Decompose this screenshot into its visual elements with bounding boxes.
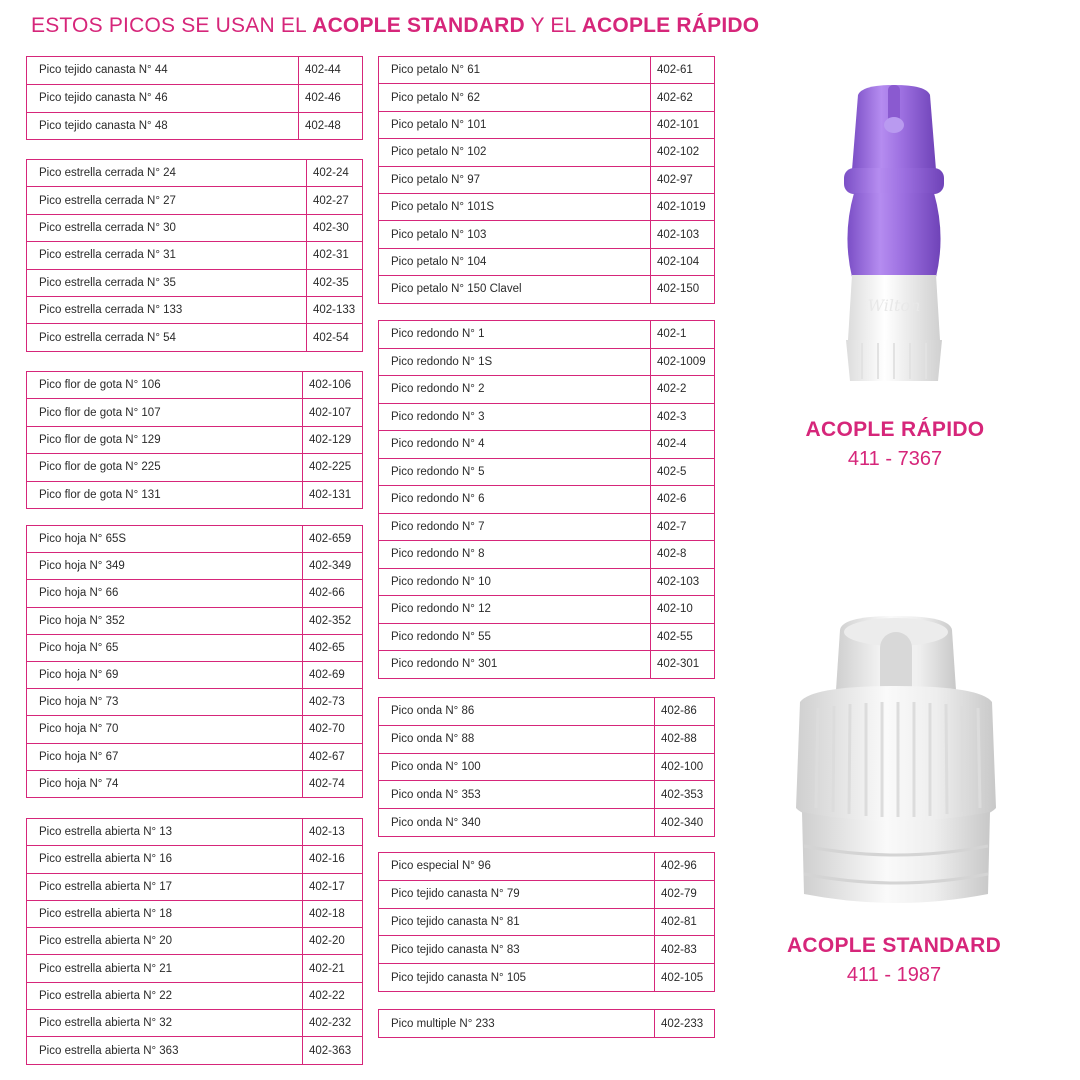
table-row (27, 634, 363, 661)
tip-code-cell: 402-17 (303, 873, 363, 900)
tip-name-cell: Pico hoja N° 65 (27, 634, 303, 661)
tip-code-cell: 402-363 (303, 1037, 363, 1064)
table-row (379, 596, 715, 624)
tip-name-cell: Pico onda N° 100 (379, 753, 655, 781)
tip-name-cell: Pico onda N° 340 (379, 809, 655, 837)
tip-code-cell: 402-4 (651, 431, 715, 459)
quick-coupler-image (832, 85, 957, 390)
table-row (379, 513, 715, 541)
tip-code-cell: 402-150 (651, 276, 715, 303)
table-row (27, 873, 363, 900)
tip-code-cell: 402-46 (299, 84, 363, 112)
tip-name-cell: Pico petalo N° 101 (379, 111, 651, 138)
tip-code-cell: 402-100 (655, 753, 715, 781)
tip-code-cell: 402-65 (303, 634, 363, 661)
tip-name-cell: Pico petalo N° 61 (379, 57, 651, 84)
table-row (379, 753, 715, 781)
table-row (27, 607, 363, 634)
tip-name-cell: Pico petalo N° 62 (379, 84, 651, 111)
tip-name-cell: Pico tejido canasta N° 105 (379, 964, 655, 992)
table-row (379, 698, 715, 726)
table-row (379, 541, 715, 569)
table-row (27, 846, 363, 873)
table-row (27, 1037, 363, 1064)
tip-code-cell: 402-10 (651, 596, 715, 624)
tip-code-cell: 402-106 (303, 372, 363, 399)
table-row (379, 111, 715, 138)
tip-code-cell: 402-349 (303, 553, 363, 580)
tip-code-cell: 402-70 (303, 716, 363, 743)
table-row (379, 166, 715, 193)
tip-code-cell: 402-103 (651, 568, 715, 596)
table-row (27, 454, 363, 481)
tip-code-cell: 402-1009 (651, 348, 715, 376)
tip-name-cell: Pico onda N° 353 (379, 781, 655, 809)
tip-code-cell: 402-7 (651, 513, 715, 541)
left-table-3 (26, 371, 363, 509)
tip-name-cell: Pico estrella abierta N° 13 (27, 819, 303, 846)
tip-name-cell: Pico petalo N° 150 Clavel (379, 276, 651, 303)
tip-name-cell: Pico flor de gota N° 129 (27, 426, 303, 453)
right-table-1 (378, 56, 715, 304)
tip-code-cell: 402-18 (303, 900, 363, 927)
tip-code-cell: 402-340 (655, 809, 715, 837)
tip-code-cell: 402-13 (303, 819, 363, 846)
table-row (379, 853, 715, 881)
tip-name-cell: Pico estrella abierta N° 17 (27, 873, 303, 900)
table-row (27, 928, 363, 955)
tip-code-cell: 402-1019 (651, 193, 715, 220)
tip-name-cell: Pico flor de gota N° 131 (27, 481, 303, 508)
table-row (27, 160, 363, 187)
tip-code-cell: 402-353 (655, 781, 715, 809)
tip-name-cell: Pico especial N° 96 (379, 853, 655, 881)
tip-name-cell: Pico multiple N° 233 (379, 1010, 655, 1038)
tip-name-cell: Pico tejido canasta N° 81 (379, 908, 655, 936)
table-row (379, 623, 715, 651)
tip-code-cell: 402-96 (655, 853, 715, 881)
tip-name-cell: Pico hoja N° 349 (27, 553, 303, 580)
tip-name-cell: Pico petalo N° 104 (379, 248, 651, 275)
table-row (27, 580, 363, 607)
table-row (379, 376, 715, 404)
page-title: ESTOS PICOS SE USAN EL ACOPLE STANDARD Y EL ACOPLE RÁPIDO (31, 14, 760, 37)
tip-name-cell: Pico redondo N° 1 (379, 321, 651, 349)
table-row (27, 819, 363, 846)
tip-code-cell: 402-55 (651, 623, 715, 651)
tip-code-cell: 402-24 (307, 160, 363, 187)
tip-code-cell: 402-81 (655, 908, 715, 936)
tip-code-cell: 402-44 (299, 57, 363, 85)
tip-name-cell: Pico flor de gota N° 225 (27, 454, 303, 481)
right-table-5 (378, 1009, 715, 1038)
tip-name-cell: Pico tejido canasta N° 79 (379, 880, 655, 908)
left-table-5 (26, 818, 363, 1065)
tip-name-cell: Pico hoja N° 66 (27, 580, 303, 607)
tip-name-cell: Pico hoja N° 352 (27, 607, 303, 634)
tip-code-cell: 402-67 (303, 743, 363, 770)
table-row (379, 458, 715, 486)
table-row (27, 481, 363, 508)
svg-text:Wilton: Wilton (867, 296, 921, 315)
tip-name-cell: Pico tejido canasta N° 46 (27, 84, 299, 112)
table-row (27, 743, 363, 770)
tip-name-cell: Pico estrella abierta N° 32 (27, 1010, 303, 1037)
table-row (379, 348, 715, 376)
table-row (27, 187, 363, 214)
tip-code-cell: 402-35 (307, 269, 363, 296)
tip-code-cell: 402-61 (651, 57, 715, 84)
tip-name-cell: Pico petalo N° 97 (379, 166, 651, 193)
right-table-3 (378, 697, 715, 837)
tip-code-cell: 402-233 (655, 1010, 715, 1038)
table-row (27, 399, 363, 426)
standard-coupler-code: 411 - 1987 (846, 964, 942, 986)
table-row (27, 242, 363, 269)
tip-name-cell: Pico estrella cerrada N° 35 (27, 269, 307, 296)
tip-name-cell: Pico redondo N° 1S (379, 348, 651, 376)
tip-code-cell: 402-1 (651, 321, 715, 349)
tip-name-cell: Pico onda N° 86 (379, 698, 655, 726)
table-row (27, 372, 363, 399)
tip-code-cell: 402-48 (299, 112, 363, 140)
tip-code-cell: 402-659 (303, 526, 363, 553)
table-row (27, 770, 363, 797)
table-row (379, 936, 715, 964)
table-row (27, 296, 363, 323)
table-row (379, 809, 715, 837)
table-row (379, 221, 715, 248)
table-row (27, 982, 363, 1009)
table-row (27, 526, 363, 553)
table-row (27, 426, 363, 453)
tip-code-cell: 402-107 (303, 399, 363, 426)
table-row (27, 716, 363, 743)
tip-code-cell: 402-54 (307, 324, 363, 351)
table-row (379, 725, 715, 753)
quick-coupler-name: ACOPLE RÁPIDO (805, 418, 985, 441)
tip-code-cell: 402-232 (303, 1010, 363, 1037)
tip-name-cell: Pico redondo N° 3 (379, 403, 651, 431)
tip-code-cell: 402-101 (651, 111, 715, 138)
table-row (27, 324, 363, 351)
tip-name-cell: Pico flor de gota N° 106 (27, 372, 303, 399)
tip-name-cell: Pico estrella cerrada N° 30 (27, 214, 307, 241)
tip-name-cell: Pico redondo N° 301 (379, 651, 651, 679)
table-row (27, 661, 363, 688)
tip-code-cell: 402-22 (303, 982, 363, 1009)
tip-code-cell: 402-5 (651, 458, 715, 486)
tip-name-cell: Pico hoja N° 70 (27, 716, 303, 743)
tip-code-cell: 402-86 (655, 698, 715, 726)
tip-code-cell: 402-74 (303, 770, 363, 797)
tip-code-cell: 402-105 (655, 964, 715, 992)
tip-name-cell: Pico redondo N° 2 (379, 376, 651, 404)
table-row (379, 651, 715, 679)
tip-code-cell: 402-103 (651, 221, 715, 248)
tip-name-cell: Pico petalo N° 102 (379, 139, 651, 166)
tip-name-cell: Pico estrella abierta N° 18 (27, 900, 303, 927)
tip-name-cell: Pico estrella abierta N° 20 (27, 928, 303, 955)
tip-code-cell: 402-73 (303, 689, 363, 716)
table-row (379, 1010, 715, 1038)
tip-code-cell: 402-2 (651, 376, 715, 404)
table-row (27, 214, 363, 241)
standard-coupler-name: ACOPLE STANDARD (786, 934, 1002, 957)
tip-name-cell: Pico redondo N° 4 (379, 431, 651, 459)
tip-name-cell: Pico tejido canasta N° 83 (379, 936, 655, 964)
left-table-1 (26, 56, 363, 140)
table-row (379, 84, 715, 111)
quick-coupler-code: 411 - 7367 (847, 448, 943, 470)
tip-code-cell: 402-129 (303, 426, 363, 453)
table-row (379, 568, 715, 596)
tip-name-cell: Pico redondo N° 55 (379, 623, 651, 651)
tip-name-cell: Pico estrella abierta N° 22 (27, 982, 303, 1009)
table-row (379, 321, 715, 349)
tip-code-cell: 402-131 (303, 481, 363, 508)
tip-code-cell: 402-27 (307, 187, 363, 214)
tip-code-cell: 402-104 (651, 248, 715, 275)
tip-code-cell: 402-69 (303, 661, 363, 688)
tip-name-cell: Pico redondo N° 10 (379, 568, 651, 596)
tip-code-cell: 402-30 (307, 214, 363, 241)
tip-code-cell: 402-97 (651, 166, 715, 193)
table-row (379, 964, 715, 992)
tip-code-cell: 402-20 (303, 928, 363, 955)
tip-code-cell: 402-79 (655, 880, 715, 908)
table-row (27, 900, 363, 927)
table-row (27, 84, 363, 112)
tip-name-cell: Pico hoja N° 73 (27, 689, 303, 716)
table-row (379, 276, 715, 303)
tip-code-cell: 402-66 (303, 580, 363, 607)
tip-name-cell: Pico estrella cerrada N° 31 (27, 242, 307, 269)
tip-name-cell: Pico redondo N° 12 (379, 596, 651, 624)
tip-code-cell: 402-16 (303, 846, 363, 873)
left-table-4 (26, 525, 363, 798)
tip-code-cell: 402-352 (303, 607, 363, 634)
table-row (379, 908, 715, 936)
standard-coupler-image (792, 612, 1000, 910)
tip-name-cell: Pico redondo N° 5 (379, 458, 651, 486)
tip-name-cell: Pico hoja N° 69 (27, 661, 303, 688)
table-row (379, 248, 715, 275)
table-row (379, 139, 715, 166)
tip-code-cell: 402-21 (303, 955, 363, 982)
table-row (27, 689, 363, 716)
tip-code-cell: 402-8 (651, 541, 715, 569)
tip-name-cell: Pico hoja N° 65S (27, 526, 303, 553)
right-table-2 (378, 320, 715, 679)
table-row (379, 403, 715, 431)
table-row (27, 955, 363, 982)
tip-name-cell: Pico redondo N° 8 (379, 541, 651, 569)
tip-code-cell: 402-3 (651, 403, 715, 431)
table-row (379, 57, 715, 84)
tip-code-cell: 402-301 (651, 651, 715, 679)
tip-name-cell: Pico onda N° 88 (379, 725, 655, 753)
tip-name-cell: Pico estrella abierta N° 16 (27, 846, 303, 873)
tip-name-cell: Pico hoja N° 74 (27, 770, 303, 797)
tip-name-cell: Pico redondo N° 6 (379, 486, 651, 514)
table-row (379, 431, 715, 459)
tip-name-cell: Pico estrella cerrada N° 133 (27, 296, 307, 323)
tip-name-cell: Pico petalo N° 103 (379, 221, 651, 248)
tip-name-cell: Pico estrella abierta N° 21 (27, 955, 303, 982)
tip-code-cell: 402-133 (307, 296, 363, 323)
tip-name-cell: Pico redondo N° 7 (379, 513, 651, 541)
table-row (379, 880, 715, 908)
tip-code-cell: 402-31 (307, 242, 363, 269)
table-row (379, 781, 715, 809)
table-row (27, 553, 363, 580)
tip-code-cell: 402-83 (655, 936, 715, 964)
tip-name-cell: Pico tejido canasta N° 44 (27, 57, 299, 85)
tip-code-cell: 402-102 (651, 139, 715, 166)
tip-name-cell: Pico petalo N° 101S (379, 193, 651, 220)
tip-name-cell: Pico estrella cerrada N° 54 (27, 324, 307, 351)
tip-name-cell: Pico hoja N° 67 (27, 743, 303, 770)
tip-name-cell: Pico estrella abierta N° 363 (27, 1037, 303, 1064)
table-row (379, 193, 715, 220)
tip-code-cell: 402-88 (655, 725, 715, 753)
table-row (27, 57, 363, 85)
table-row (27, 1010, 363, 1037)
tip-code-cell: 402-6 (651, 486, 715, 514)
left-table-2 (26, 159, 363, 352)
tip-code-cell: 402-225 (303, 454, 363, 481)
tip-name-cell: Pico estrella cerrada N° 27 (27, 187, 307, 214)
right-table-4 (378, 852, 715, 992)
tip-name-cell: Pico flor de gota N° 107 (27, 399, 303, 426)
table-row (27, 112, 363, 140)
table-row (27, 269, 363, 296)
tip-name-cell: Pico estrella cerrada N° 24 (27, 160, 307, 187)
tip-code-cell: 402-62 (651, 84, 715, 111)
table-row (379, 486, 715, 514)
tip-name-cell: Pico tejido canasta N° 48 (27, 112, 299, 140)
